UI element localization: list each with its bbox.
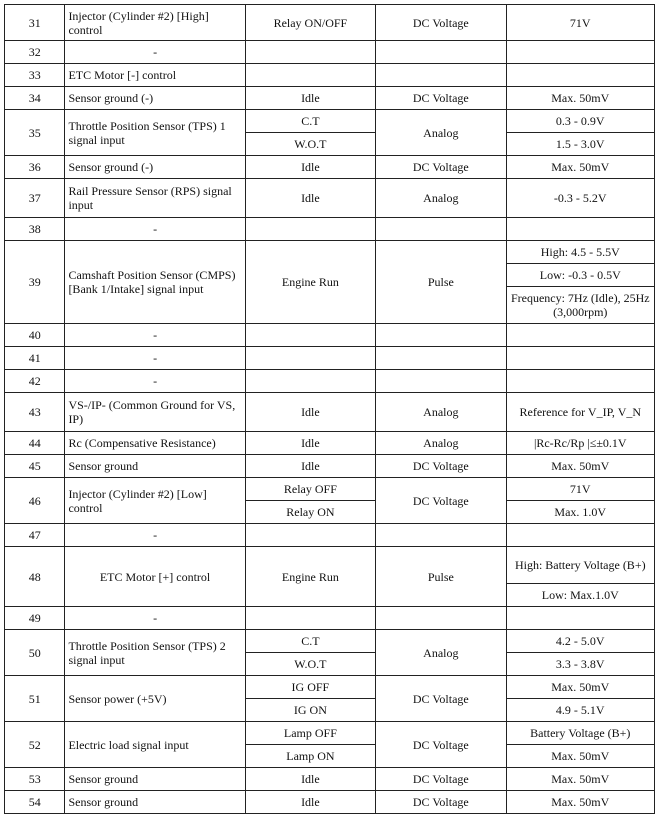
signal-level: Max. 50mV bbox=[506, 745, 654, 768]
pin-number: 48 bbox=[5, 547, 65, 607]
pin-description: Electric load signal input bbox=[65, 722, 245, 768]
signal-type bbox=[376, 64, 506, 87]
ecm-pin-table bbox=[4, 4, 655, 814]
table-row bbox=[5, 87, 655, 110]
signal-type: DC Voltage bbox=[376, 722, 506, 768]
table-row bbox=[5, 64, 655, 87]
check-condition: Lamp OFF bbox=[245, 722, 375, 745]
check-condition: Idle bbox=[245, 791, 375, 814]
signal-level: 4.2 - 5.0V bbox=[506, 630, 654, 653]
check-condition: Idle bbox=[245, 393, 375, 432]
table-row bbox=[5, 110, 655, 133]
pin-number: 37 bbox=[5, 179, 65, 218]
signal-level: Low: Max.1.0V bbox=[506, 584, 654, 607]
pin-description: Injector (Cylinder #2) [Low] control bbox=[65, 478, 245, 524]
signal-type: DC Voltage bbox=[376, 5, 506, 41]
signal-level: Max. 50mV bbox=[506, 455, 654, 478]
pin-description: Sensor ground bbox=[65, 768, 245, 791]
signal-level bbox=[506, 64, 654, 87]
signal-type: DC Voltage bbox=[376, 676, 506, 722]
pin-description: Sensor power (+5V) bbox=[65, 676, 245, 722]
signal-type: DC Voltage bbox=[376, 87, 506, 110]
check-condition: Idle bbox=[245, 768, 375, 791]
pin-description: Rail Pressure Sensor (RPS) signal input bbox=[65, 179, 245, 218]
check-condition: Engine Run bbox=[245, 547, 375, 607]
table-row bbox=[5, 547, 655, 584]
signal-level bbox=[506, 218, 654, 241]
pin-description: - bbox=[65, 41, 245, 64]
table-row bbox=[5, 393, 655, 432]
check-condition bbox=[245, 218, 375, 241]
pin-number: 45 bbox=[5, 455, 65, 478]
check-condition: Idle bbox=[245, 87, 375, 110]
signal-level: Max. 50mV bbox=[506, 87, 654, 110]
check-condition: Relay ON/OFF bbox=[245, 5, 375, 41]
pin-number: 32 bbox=[5, 41, 65, 64]
pin-number: 44 bbox=[5, 432, 65, 455]
pin-number: 51 bbox=[5, 676, 65, 722]
signal-level: -0.3 - 5.2V bbox=[506, 179, 654, 218]
pin-number: 40 bbox=[5, 324, 65, 347]
table-row bbox=[5, 179, 655, 218]
check-condition: Idle bbox=[245, 156, 375, 179]
table-row bbox=[5, 324, 655, 347]
pin-description: VS-/IP- (Common Ground for VS, IP) bbox=[65, 393, 245, 432]
signal-type: DC Voltage bbox=[376, 156, 506, 179]
table-row bbox=[5, 768, 655, 791]
signal-level bbox=[506, 370, 654, 393]
table-row bbox=[5, 218, 655, 241]
signal-level: High: Battery Voltage (B+) bbox=[506, 547, 654, 584]
pin-description: Injector (Cylinder #2) [High] control bbox=[65, 5, 245, 41]
pin-number: 36 bbox=[5, 156, 65, 179]
pin-description: Sensor ground bbox=[65, 455, 245, 478]
signal-level: 71V bbox=[506, 5, 654, 41]
check-condition: Idle bbox=[245, 455, 375, 478]
check-condition: Relay ON bbox=[245, 501, 375, 524]
signal-type: Pulse bbox=[376, 241, 506, 324]
check-condition bbox=[245, 41, 375, 64]
pin-description: ETC Motor [+] control bbox=[65, 547, 245, 607]
pin-description: ETC Motor [-] control bbox=[65, 64, 245, 87]
check-condition: IG OFF bbox=[245, 676, 375, 699]
signal-type: DC Voltage bbox=[376, 768, 506, 791]
pin-number: 41 bbox=[5, 347, 65, 370]
pin-number: 49 bbox=[5, 607, 65, 630]
signal-level: Max. 50mV bbox=[506, 676, 654, 699]
pin-number: 47 bbox=[5, 524, 65, 547]
signal-level bbox=[506, 607, 654, 630]
check-condition: Idle bbox=[245, 179, 375, 218]
pin-number: 42 bbox=[5, 370, 65, 393]
check-condition: Idle bbox=[245, 432, 375, 455]
signal-type bbox=[376, 524, 506, 547]
pin-description: Rc (Compensative Resistance) bbox=[65, 432, 245, 455]
table-row bbox=[5, 432, 655, 455]
pin-number: 50 bbox=[5, 630, 65, 676]
signal-level bbox=[506, 324, 654, 347]
table-row bbox=[5, 676, 655, 699]
signal-level: Max. 1.0V bbox=[506, 501, 654, 524]
signal-level: |Rc-Rc/Rp |≤±0.1V bbox=[506, 432, 654, 455]
signal-type: Pulse bbox=[376, 547, 506, 607]
table-row bbox=[5, 630, 655, 653]
signal-level: Max. 50mV bbox=[506, 768, 654, 791]
signal-level: High: 4.5 - 5.5V bbox=[506, 241, 654, 264]
signal-type bbox=[376, 607, 506, 630]
pin-description: - bbox=[65, 324, 245, 347]
signal-level: 3.3 - 3.8V bbox=[506, 653, 654, 676]
check-condition bbox=[245, 524, 375, 547]
signal-type: Analog bbox=[376, 630, 506, 676]
check-condition: C.T bbox=[245, 630, 375, 653]
pin-description: - bbox=[65, 524, 245, 547]
pin-number: 34 bbox=[5, 87, 65, 110]
signal-type: Analog bbox=[376, 110, 506, 156]
pin-description: - bbox=[65, 218, 245, 241]
signal-level: 0.3 - 0.9V bbox=[506, 110, 654, 133]
pin-description: - bbox=[65, 370, 245, 393]
signal-type bbox=[376, 41, 506, 64]
table-row bbox=[5, 722, 655, 745]
signal-type bbox=[376, 218, 506, 241]
signal-level: 4.9 - 5.1V bbox=[506, 699, 654, 722]
pin-number: 35 bbox=[5, 110, 65, 156]
signal-type: Analog bbox=[376, 393, 506, 432]
signal-level: 71V bbox=[506, 478, 654, 501]
pin-number: 31 bbox=[5, 5, 65, 41]
check-condition: IG ON bbox=[245, 699, 375, 722]
pin-number: 43 bbox=[5, 393, 65, 432]
signal-type: DC Voltage bbox=[376, 478, 506, 524]
pin-number: 46 bbox=[5, 478, 65, 524]
check-condition: Lamp ON bbox=[245, 745, 375, 768]
check-condition bbox=[245, 347, 375, 370]
pin-number: 52 bbox=[5, 722, 65, 768]
check-condition bbox=[245, 370, 375, 393]
signal-level bbox=[506, 347, 654, 370]
pin-number: 53 bbox=[5, 768, 65, 791]
check-condition: W.O.T bbox=[245, 133, 375, 156]
pin-number: 33 bbox=[5, 64, 65, 87]
pin-number: 54 bbox=[5, 791, 65, 814]
pin-description: - bbox=[65, 347, 245, 370]
signal-level: Battery Voltage (B+) bbox=[506, 722, 654, 745]
table-row bbox=[5, 478, 655, 501]
table-row bbox=[5, 791, 655, 814]
table-row bbox=[5, 455, 655, 478]
check-condition: Relay OFF bbox=[245, 478, 375, 501]
signal-type bbox=[376, 324, 506, 347]
check-condition: Engine Run bbox=[245, 241, 375, 324]
table-row bbox=[5, 156, 655, 179]
signal-level: Low: -0.3 - 0.5V bbox=[506, 264, 654, 287]
pin-description: Sensor ground bbox=[65, 791, 245, 814]
check-condition bbox=[245, 324, 375, 347]
table-row bbox=[5, 524, 655, 547]
pin-description: - bbox=[65, 607, 245, 630]
signal-type bbox=[376, 370, 506, 393]
pin-number: 38 bbox=[5, 218, 65, 241]
signal-level bbox=[506, 41, 654, 64]
check-condition bbox=[245, 607, 375, 630]
table-row bbox=[5, 241, 655, 264]
signal-level: Reference for V_IP, V_N bbox=[506, 393, 654, 432]
signal-type: DC Voltage bbox=[376, 455, 506, 478]
signal-level: Max. 50mV bbox=[506, 156, 654, 179]
signal-type bbox=[376, 347, 506, 370]
table-row bbox=[5, 347, 655, 370]
pin-description: Sensor ground (-) bbox=[65, 156, 245, 179]
signal-type: Analog bbox=[376, 432, 506, 455]
signal-type: Analog bbox=[376, 179, 506, 218]
signal-type: DC Voltage bbox=[376, 791, 506, 814]
check-condition: C.T bbox=[245, 110, 375, 133]
table-row bbox=[5, 370, 655, 393]
table-row bbox=[5, 5, 655, 41]
pin-description: Camshaft Position Sensor (CMPS) [Bank 1/Intake] signal input bbox=[65, 241, 245, 324]
signal-level: Frequency: 7Hz (Idle), 25Hz (3,000rpm) bbox=[506, 287, 654, 324]
check-condition: W.O.T bbox=[245, 653, 375, 676]
signal-level: 1.5 - 3.0V bbox=[506, 133, 654, 156]
table-row bbox=[5, 41, 655, 64]
pin-number: 39 bbox=[5, 241, 65, 324]
signal-level bbox=[506, 524, 654, 547]
table-row bbox=[5, 607, 655, 630]
signal-level: Max. 50mV bbox=[506, 791, 654, 814]
pin-description: Sensor ground (-) bbox=[65, 87, 245, 110]
pin-description: Throttle Position Sensor (TPS) 1 signal input bbox=[65, 110, 245, 156]
check-condition bbox=[245, 64, 375, 87]
pin-description: Throttle Position Sensor (TPS) 2 signal input bbox=[65, 630, 245, 676]
